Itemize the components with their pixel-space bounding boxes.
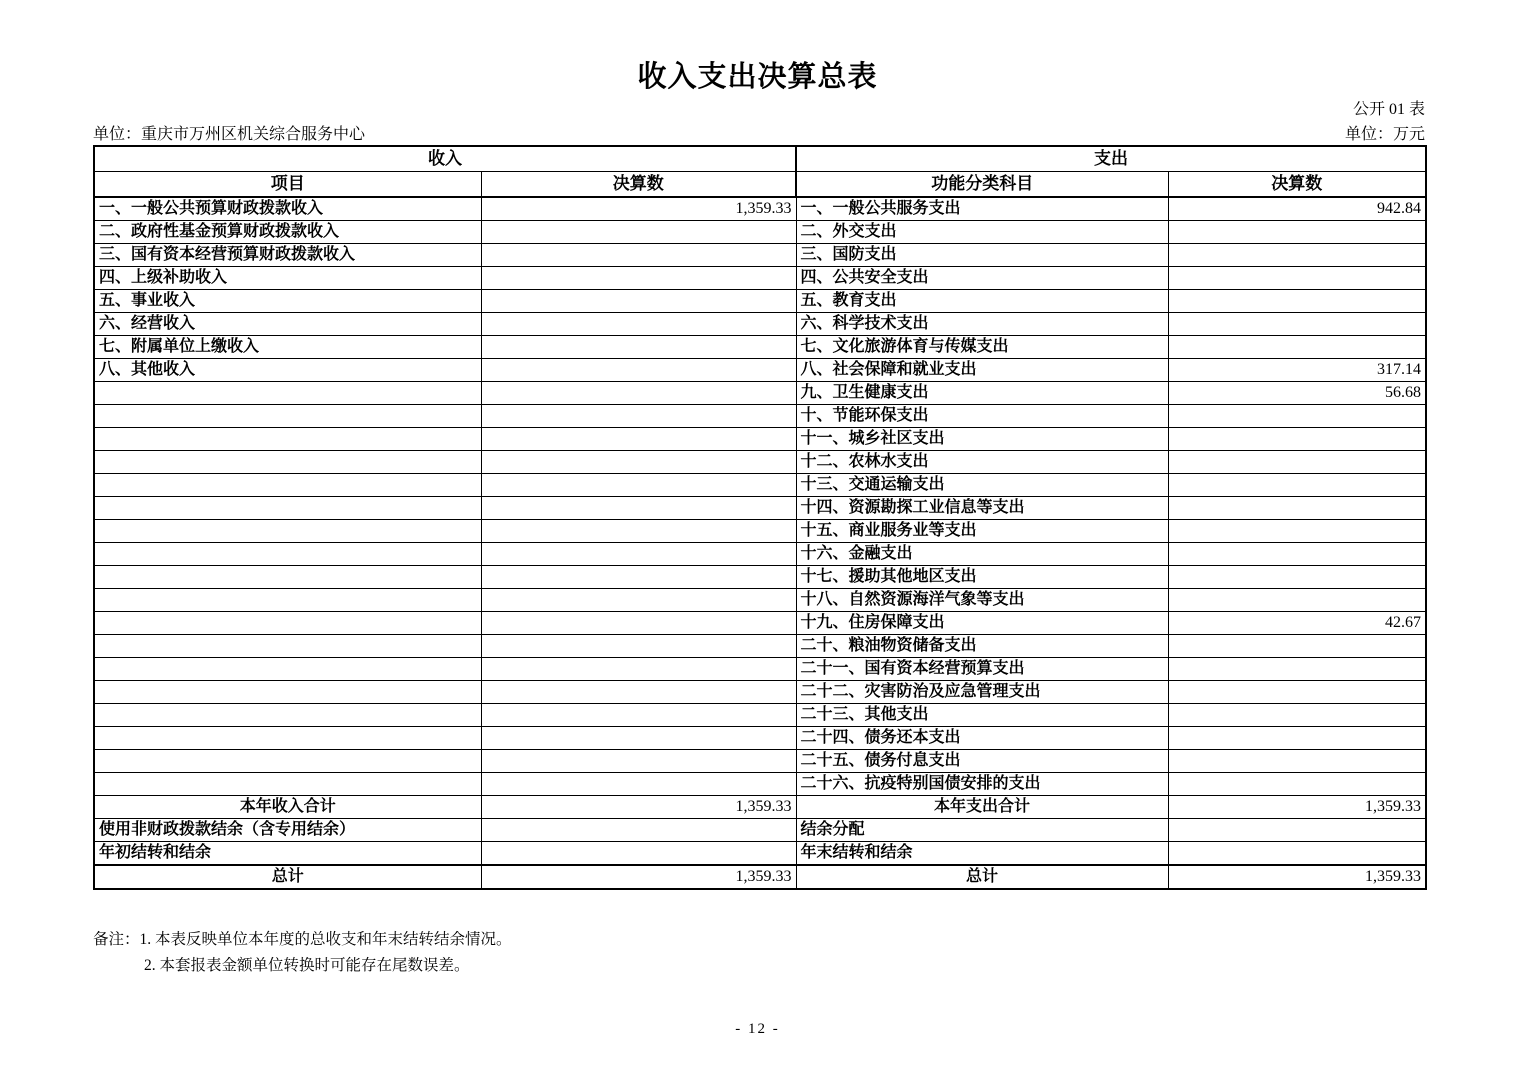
expense-item-cell: 二十四、债务还本支出	[796, 727, 1168, 750]
table-row	[94, 681, 1426, 704]
income-value-cell	[481, 566, 796, 589]
income-item-cell	[94, 704, 481, 727]
expense-value-cell	[1168, 658, 1426, 681]
expense-item-cell: 十四、资源勘探工业信息等支出	[796, 497, 1168, 520]
table-row	[94, 221, 1426, 244]
expense-value-cell	[1168, 451, 1426, 474]
table-body	[94, 197, 1426, 889]
income-item-cell: 总计	[94, 865, 481, 889]
income-value-cell	[481, 681, 796, 704]
table-row	[94, 704, 1426, 727]
income-item-cell	[94, 566, 481, 589]
table-row	[94, 589, 1426, 612]
expense-item-cell: 五、教育支出	[796, 290, 1168, 313]
expense-value-cell	[1168, 566, 1426, 589]
expense-item-cell: 结余分配	[796, 819, 1168, 842]
expense-value-cell	[1168, 681, 1426, 704]
notes-label: 备注：	[93, 931, 140, 948]
note-text-1: 1. 本表反映单位本年度的总收支和年末结转结余情况。	[139, 931, 512, 948]
summary-row	[94, 865, 1426, 889]
expense-item-cell: 十二、农林水支出	[796, 451, 1168, 474]
expense-value-cell	[1168, 819, 1426, 842]
income-item-cell	[94, 497, 481, 520]
page-number: - 12 -	[735, 1021, 780, 1037]
income-value-cell	[481, 612, 796, 635]
summary-row	[94, 819, 1426, 842]
income-value-cell	[481, 658, 796, 681]
income-value-cell	[481, 474, 796, 497]
table-row	[94, 543, 1426, 566]
expense-value-cell	[1168, 704, 1426, 727]
expense-value-cell	[1168, 313, 1426, 336]
income-item-cell: 五、事业收入	[94, 290, 481, 313]
income-item-cell	[94, 543, 481, 566]
expense-item-cell: 总计	[796, 865, 1168, 889]
expense-item-cell: 二、外交支出	[796, 221, 1168, 244]
income-value-cell	[481, 382, 796, 405]
table-row	[94, 359, 1426, 382]
col-header-income-item: 项目	[94, 172, 481, 198]
expense-value-cell	[1168, 267, 1426, 290]
income-value-cell	[481, 819, 796, 842]
table-row	[94, 428, 1426, 451]
expense-value-cell	[1168, 750, 1426, 773]
income-item-cell	[94, 750, 481, 773]
expense-value-cell	[1168, 520, 1426, 543]
expense-value-cell	[1168, 543, 1426, 566]
table-row	[94, 474, 1426, 497]
income-item-cell	[94, 635, 481, 658]
col-header-expense-value: 决算数	[1168, 172, 1426, 198]
expense-value-cell	[1168, 474, 1426, 497]
income-section-header: 收入	[94, 146, 796, 172]
table-row	[94, 336, 1426, 359]
expense-item-cell: 十六、金融支出	[796, 543, 1168, 566]
table-row	[94, 405, 1426, 428]
income-value-cell	[481, 750, 796, 773]
table-row	[94, 727, 1426, 750]
income-value-cell	[481, 290, 796, 313]
table-row	[94, 520, 1426, 543]
income-value-cell	[481, 635, 796, 658]
expense-value-cell	[1168, 773, 1426, 796]
expense-item-cell: 二十二、灾害防治及应急管理支出	[796, 681, 1168, 704]
table-row	[94, 267, 1426, 290]
table-row	[94, 382, 1426, 405]
income-value-cell: 1,359.33	[481, 796, 796, 819]
expense-value-cell: 317.14	[1168, 359, 1426, 382]
income-value-cell	[481, 313, 796, 336]
table-row	[94, 197, 1426, 221]
income-value-cell	[481, 842, 796, 866]
section-header-row	[94, 146, 1426, 172]
expense-value-cell	[1168, 405, 1426, 428]
income-item-cell	[94, 382, 481, 405]
income-item-cell	[94, 612, 481, 635]
expense-item-cell: 十五、商业服务业等支出	[796, 520, 1168, 543]
table-row	[94, 612, 1426, 635]
expense-item-cell: 七、文化旅游体育与传媒支出	[796, 336, 1168, 359]
income-value-cell	[481, 773, 796, 796]
income-item-cell	[94, 520, 481, 543]
expense-item-cell: 十八、自然资源海洋气象等支出	[796, 589, 1168, 612]
income-item-cell: 六、经营收入	[94, 313, 481, 336]
expense-item-cell: 六、科学技术支出	[796, 313, 1168, 336]
income-value-cell	[481, 244, 796, 267]
col-header-income-value: 决算数	[481, 172, 796, 198]
column-header-row	[94, 172, 1426, 198]
expense-item-cell: 二十六、抗疫特别国债安排的支出	[796, 773, 1168, 796]
table-row	[94, 566, 1426, 589]
income-item-cell: 一、一般公共预算财政拨款收入	[94, 197, 481, 221]
income-item-cell	[94, 451, 481, 474]
table-row	[94, 658, 1426, 681]
income-value-cell: 1,359.33	[481, 197, 796, 221]
income-value-cell	[481, 727, 796, 750]
unit-currency-label: 单位：万元	[1344, 126, 1425, 143]
expense-item-cell: 十九、住房保障支出	[796, 612, 1168, 635]
expense-value-cell	[1168, 497, 1426, 520]
income-item-cell	[94, 589, 481, 612]
note-line-1	[93, 927, 1093, 953]
income-value-cell	[481, 497, 796, 520]
income-item-cell	[94, 405, 481, 428]
expense-item-cell: 年末结转和结余	[796, 842, 1168, 866]
income-item-cell: 本年收入合计	[94, 796, 481, 819]
table-row	[94, 635, 1426, 658]
expense-value-cell	[1168, 589, 1426, 612]
expense-value-cell	[1168, 842, 1426, 866]
notes-block	[93, 927, 1093, 979]
table-row	[94, 451, 1426, 474]
table-code-label: 公开 01 表	[1352, 101, 1425, 118]
income-value-cell	[481, 704, 796, 727]
income-value-cell	[481, 267, 796, 290]
income-item-cell	[94, 773, 481, 796]
income-value-cell: 1,359.33	[481, 865, 796, 889]
income-value-cell	[481, 451, 796, 474]
expense-value-cell: 1,359.33	[1168, 796, 1426, 819]
expense-value-cell: 56.68	[1168, 382, 1426, 405]
note-text-2: 2. 本套报表金额单位转换时可能存在尾数误差。	[144, 957, 470, 974]
income-item-cell	[94, 474, 481, 497]
expense-section-header: 支出	[796, 146, 1426, 172]
expense-item-cell: 十、节能环保支出	[796, 405, 1168, 428]
expense-item-cell: 二十三、其他支出	[796, 704, 1168, 727]
expense-item-cell: 一、一般公共服务支出	[796, 197, 1168, 221]
expense-value-cell	[1168, 428, 1426, 451]
summary-row	[94, 796, 1426, 819]
expense-item-cell: 十七、援助其他地区支出	[796, 566, 1168, 589]
income-item-cell	[94, 681, 481, 704]
expense-value-cell	[1168, 336, 1426, 359]
expense-item-cell: 二十、粮油物资储备支出	[796, 635, 1168, 658]
expense-value-cell	[1168, 727, 1426, 750]
expense-item-cell: 十三、交通运输支出	[796, 474, 1168, 497]
expense-item-cell: 四、公共安全支出	[796, 267, 1168, 290]
col-header-expense-item: 功能分类科目	[796, 172, 1168, 198]
expense-value-cell	[1168, 290, 1426, 313]
income-value-cell	[481, 589, 796, 612]
expense-value-cell	[1168, 244, 1426, 267]
expense-value-cell	[1168, 221, 1426, 244]
income-item-cell: 七、附属单位上缴收入	[94, 336, 481, 359]
page-title: 收入支出决算总表	[637, 61, 878, 93]
budget-summary-table	[93, 145, 1427, 890]
income-item-cell: 二、政府性基金预算财政拨款收入	[94, 221, 481, 244]
expense-item-cell: 九、卫生健康支出	[796, 382, 1168, 405]
expense-item-cell: 二十一、国有资本经营预算支出	[796, 658, 1168, 681]
table-row	[94, 750, 1426, 773]
income-item-cell: 年初结转和结余	[94, 842, 481, 866]
income-value-cell	[481, 336, 796, 359]
income-item-cell: 八、其他收入	[94, 359, 481, 382]
expense-value-cell: 1,359.33	[1168, 865, 1426, 889]
expense-item-cell: 三、国防支出	[796, 244, 1168, 267]
expense-value-cell: 942.84	[1168, 197, 1426, 221]
unit-row	[93, 121, 1425, 144]
expense-item-cell: 本年支出合计	[796, 796, 1168, 819]
expense-value-cell	[1168, 635, 1426, 658]
unit-name-label: 单位：重庆市万州区机关综合服务中心	[93, 126, 366, 143]
income-item-cell	[94, 658, 481, 681]
table-row	[94, 290, 1426, 313]
income-item-cell: 三、国有资本经营预算财政拨款收入	[94, 244, 481, 267]
expense-item-cell: 二十五、债务付息支出	[796, 750, 1168, 773]
expense-item-cell: 十一、城乡社区支出	[796, 428, 1168, 451]
income-value-cell	[481, 543, 796, 566]
income-item-cell: 使用非财政拨款结余（含专用结余）	[94, 819, 481, 842]
table-row	[94, 313, 1426, 336]
table-row	[94, 244, 1426, 267]
table-row	[94, 773, 1426, 796]
income-value-cell	[481, 520, 796, 543]
note-line-2	[93, 953, 1093, 979]
summary-row	[94, 842, 1426, 866]
table-row	[94, 497, 1426, 520]
income-item-cell: 四、上级补助收入	[94, 267, 481, 290]
expense-item-cell: 八、社会保障和就业支出	[796, 359, 1168, 382]
income-value-cell	[481, 221, 796, 244]
income-item-cell	[94, 428, 481, 451]
income-value-cell	[481, 359, 796, 382]
income-value-cell	[481, 428, 796, 451]
income-value-cell	[481, 405, 796, 428]
income-item-cell	[94, 727, 481, 750]
expense-value-cell: 42.67	[1168, 612, 1426, 635]
